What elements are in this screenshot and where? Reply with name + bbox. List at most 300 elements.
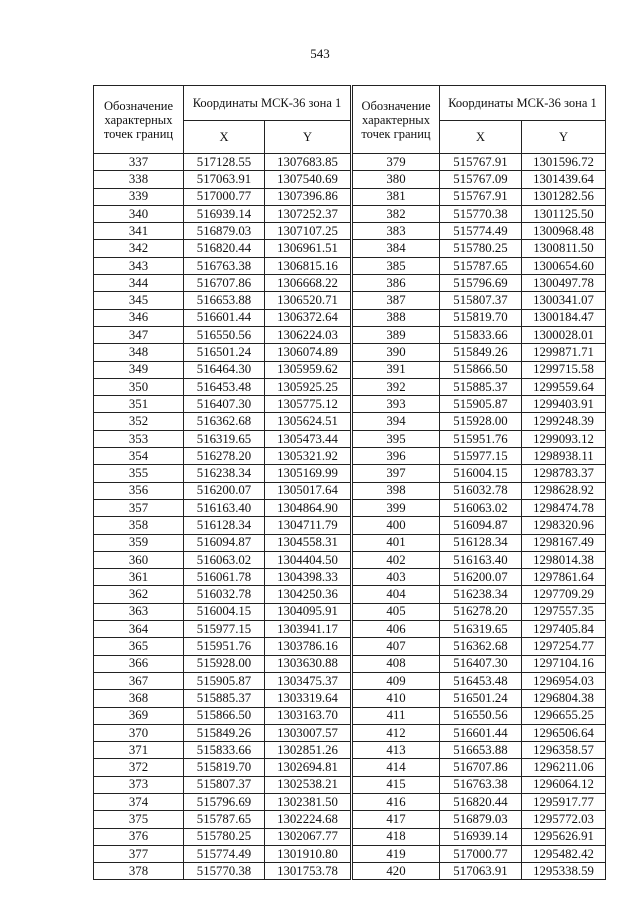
point-id-cell: 351: [94, 396, 184, 413]
point-id-cell: 376: [94, 828, 184, 845]
point-id-cell: 387: [353, 292, 440, 309]
x-cell: 515833.66: [184, 742, 265, 759]
y-cell: 1306372.64: [265, 309, 351, 326]
table-row: [94, 517, 351, 534]
point-id-cell: 343: [94, 257, 184, 274]
y-cell: 1307683.85: [265, 154, 351, 171]
point-id-cell: 412: [353, 724, 440, 741]
y-cell: 1304404.50: [265, 551, 351, 568]
point-id-cell: 353: [94, 430, 184, 447]
y-header: Y: [265, 121, 351, 154]
y-cell: 1298014.38: [522, 551, 606, 568]
x-cell: 515819.70: [440, 309, 522, 326]
x-cell: 515780.25: [184, 828, 265, 845]
point-id-cell: 402: [353, 551, 440, 568]
table-row: [353, 292, 606, 309]
x-cell: 516820.44: [184, 240, 265, 257]
x-cell: 517000.77: [440, 845, 522, 862]
point-id-cell: 379: [353, 154, 440, 171]
table-row: [353, 240, 606, 257]
table-row: [353, 845, 606, 862]
point-id-cell: 352: [94, 413, 184, 430]
y-cell: 1304558.31: [265, 534, 351, 551]
y-cell: 1299871.71: [522, 344, 606, 361]
point-id-cell: 409: [353, 672, 440, 689]
table-row: [94, 672, 351, 689]
y-cell: 1306815.16: [265, 257, 351, 274]
table-row: [94, 759, 351, 776]
table-row: [94, 154, 351, 171]
table-row: [94, 378, 351, 395]
point-id-cell: 389: [353, 326, 440, 343]
table-row: [94, 326, 351, 343]
point-id-cell: 342: [94, 240, 184, 257]
point-id-cell: 337: [94, 154, 184, 171]
y-cell: 1305775.12: [265, 396, 351, 413]
point-id-cell: 356: [94, 482, 184, 499]
x-cell: 516407.30: [184, 396, 265, 413]
x-cell: 516501.24: [184, 344, 265, 361]
point-id-cell: 338: [94, 171, 184, 188]
x-cell: 515774.49: [184, 845, 265, 862]
point-id-cell: 359: [94, 534, 184, 551]
table-row: [94, 776, 351, 793]
table-row: [353, 448, 606, 465]
coordinates-table-right: [352, 85, 606, 880]
y-cell: 1302224.68: [265, 811, 351, 828]
y-cell: 1296211.06: [522, 759, 606, 776]
x-cell: 516128.34: [440, 534, 522, 551]
point-id-cell: 417: [353, 811, 440, 828]
point-id-cell: 393: [353, 396, 440, 413]
point-id-cell: 360: [94, 551, 184, 568]
table-row: [94, 482, 351, 499]
x-cell: 515849.26: [440, 344, 522, 361]
point-id-cell: 392: [353, 378, 440, 395]
table-row: [94, 551, 351, 568]
x-cell: 516653.88: [184, 292, 265, 309]
table-row: [353, 275, 606, 292]
x-cell: 516004.15: [184, 603, 265, 620]
table-row: [353, 863, 606, 880]
x-cell: 516063.02: [184, 551, 265, 568]
y-cell: 1302694.81: [265, 759, 351, 776]
table-row: [94, 638, 351, 655]
table-row: [353, 828, 606, 845]
x-cell: 516200.07: [440, 569, 522, 586]
table-row: [353, 707, 606, 724]
table-row: [353, 378, 606, 395]
x-cell: 516061.78: [184, 569, 265, 586]
table-row: [353, 569, 606, 586]
point-id-cell: 349: [94, 361, 184, 378]
x-cell: 515770.38: [184, 863, 265, 880]
table-row: [94, 257, 351, 274]
table-row: [353, 742, 606, 759]
y-cell: 1299248.39: [522, 413, 606, 430]
y-cell: 1307107.25: [265, 223, 351, 240]
table-row: [353, 344, 606, 361]
y-cell: 1298628.92: [522, 482, 606, 499]
coordinates-table-left: [93, 85, 351, 880]
table-row: [353, 690, 606, 707]
point-id-cell: 390: [353, 344, 440, 361]
table-row: [353, 223, 606, 240]
y-cell: 1302067.77: [265, 828, 351, 845]
x-cell: 515951.76: [184, 638, 265, 655]
y-cell: 1307252.37: [265, 205, 351, 222]
table-row: [353, 551, 606, 568]
x-cell: 516453.48: [440, 672, 522, 689]
x-cell: 516128.34: [184, 517, 265, 534]
y-cell: 1296358.57: [522, 742, 606, 759]
point-id-cell: 408: [353, 655, 440, 672]
point-id-cell: 357: [94, 499, 184, 516]
x-cell: 516063.02: [440, 499, 522, 516]
x-cell: 516501.24: [440, 690, 522, 707]
x-cell: 515833.66: [440, 326, 522, 343]
point-id-cell: 394: [353, 413, 440, 430]
x-cell: 516707.86: [440, 759, 522, 776]
table-row: [353, 621, 606, 638]
y-cell: 1306961.51: [265, 240, 351, 257]
point-id-cell: 364: [94, 621, 184, 638]
y-cell: 1304398.33: [265, 569, 351, 586]
point-id-cell: 365: [94, 638, 184, 655]
table-row: [353, 482, 606, 499]
point-id-cell: 340: [94, 205, 184, 222]
y-cell: 1301125.50: [522, 205, 606, 222]
x-cell: 515767.91: [440, 188, 522, 205]
table-row: [94, 863, 351, 880]
point-id-cell: 410: [353, 690, 440, 707]
table-row: [353, 326, 606, 343]
x-cell: 516319.65: [440, 621, 522, 638]
coords-header: Координаты МСК-36 зона 1: [184, 86, 351, 121]
y-cell: 1301439.64: [522, 171, 606, 188]
point-id-cell: 367: [94, 672, 184, 689]
point-id-cell: 414: [353, 759, 440, 776]
point-id-cell: 403: [353, 569, 440, 586]
table-row: [94, 413, 351, 430]
point-id-cell: 382: [353, 205, 440, 222]
table-row: [94, 742, 351, 759]
x-cell: 516319.65: [184, 430, 265, 447]
y-cell: 1306074.89: [265, 344, 351, 361]
table-row: [94, 586, 351, 603]
x-cell: 516200.07: [184, 482, 265, 499]
y-cell: 1304250.36: [265, 586, 351, 603]
point-id-cell: 413: [353, 742, 440, 759]
x-cell: 515787.65: [184, 811, 265, 828]
y-cell: 1296954.03: [522, 672, 606, 689]
table-row: [353, 534, 606, 551]
point-id-cell: 378: [94, 863, 184, 880]
table-row: [94, 828, 351, 845]
x-cell: 515774.49: [440, 223, 522, 240]
x-cell: 516939.14: [184, 205, 265, 222]
table-row: [353, 396, 606, 413]
table-row: [353, 793, 606, 810]
y-cell: 1303475.37: [265, 672, 351, 689]
y-cell: 1298320.96: [522, 517, 606, 534]
table-row: [94, 223, 351, 240]
table-row: [353, 171, 606, 188]
y-cell: 1300968.48: [522, 223, 606, 240]
point-id-cell: 371: [94, 742, 184, 759]
table-row: [94, 465, 351, 482]
point-id-cell: 404: [353, 586, 440, 603]
point-id-cell: 406: [353, 621, 440, 638]
y-cell: 1306520.71: [265, 292, 351, 309]
point-id-cell: 355: [94, 465, 184, 482]
x-cell: 516407.30: [440, 655, 522, 672]
table-row: [353, 188, 606, 205]
table-row: [353, 499, 606, 516]
y-cell: 1298474.78: [522, 499, 606, 516]
table-row: [353, 759, 606, 776]
point-id-cell: 400: [353, 517, 440, 534]
y-cell: 1297709.29: [522, 586, 606, 603]
table-row: [94, 292, 351, 309]
x-cell: 516362.68: [440, 638, 522, 655]
x-cell: 516238.34: [440, 586, 522, 603]
x-cell: 516453.48: [184, 378, 265, 395]
point-id-cell: 347: [94, 326, 184, 343]
table-row: [353, 205, 606, 222]
x-cell: 515905.87: [440, 396, 522, 413]
x-cell: 515807.37: [184, 776, 265, 793]
point-id-cell: 420: [353, 863, 440, 880]
x-cell: 515866.50: [184, 707, 265, 724]
point-id-cell: 358: [94, 517, 184, 534]
table-row: [94, 205, 351, 222]
y-cell: 1305169.99: [265, 465, 351, 482]
x-cell: 517063.91: [440, 863, 522, 880]
y-cell: 1303007.57: [265, 724, 351, 741]
point-id-cell: 372: [94, 759, 184, 776]
x-cell: 515767.91: [440, 154, 522, 171]
x-cell: 516879.03: [440, 811, 522, 828]
table-row: [353, 361, 606, 378]
y-cell: 1302381.50: [265, 793, 351, 810]
x-cell: 515928.00: [440, 413, 522, 430]
y-cell: 1307540.69: [265, 171, 351, 188]
y-cell: 1302538.21: [265, 776, 351, 793]
table-row: [94, 845, 351, 862]
page-number: 543: [310, 46, 330, 61]
table-row: [353, 257, 606, 274]
table-row: [353, 724, 606, 741]
point-id-cell: 354: [94, 448, 184, 465]
y-cell: 1305925.25: [265, 378, 351, 395]
table-row: [353, 811, 606, 828]
point-id-cell: 391: [353, 361, 440, 378]
x-cell: 515819.70: [184, 759, 265, 776]
point-id-cell: 399: [353, 499, 440, 516]
table-row: [353, 638, 606, 655]
point-id-cell: 415: [353, 776, 440, 793]
y-cell: 1304095.91: [265, 603, 351, 620]
point-id-cell: 419: [353, 845, 440, 862]
x-header: X: [440, 121, 522, 154]
table-row: [353, 776, 606, 793]
x-cell: 515977.15: [184, 621, 265, 638]
table-body-right: [353, 154, 606, 880]
table-row: [94, 621, 351, 638]
x-cell: 516707.86: [184, 275, 265, 292]
point-id-cell: 345: [94, 292, 184, 309]
y-cell: 1297405.84: [522, 621, 606, 638]
table-body-left: [94, 154, 351, 880]
point-id-cell: 368: [94, 690, 184, 707]
y-cell: 1297254.77: [522, 638, 606, 655]
table-row: [94, 430, 351, 447]
point-id-cell: 366: [94, 655, 184, 672]
point-id-cell: 411: [353, 707, 440, 724]
point-id-cell: 341: [94, 223, 184, 240]
x-cell: 516362.68: [184, 413, 265, 430]
y-cell: 1300184.47: [522, 309, 606, 326]
x-cell: 515905.87: [184, 672, 265, 689]
table-row: [94, 569, 351, 586]
table-row: [353, 309, 606, 326]
y-cell: 1298783.37: [522, 465, 606, 482]
y-cell: 1299403.91: [522, 396, 606, 413]
y-header: Y: [522, 121, 606, 154]
x-cell: 516238.34: [184, 465, 265, 482]
x-cell: 515780.25: [440, 240, 522, 257]
x-cell: 516879.03: [184, 223, 265, 240]
x-cell: 516163.40: [184, 499, 265, 516]
table-row: [353, 465, 606, 482]
y-cell: 1297557.35: [522, 603, 606, 620]
y-cell: 1297104.16: [522, 655, 606, 672]
table-row: [353, 413, 606, 430]
x-cell: 515928.00: [184, 655, 265, 672]
x-cell: 516939.14: [440, 828, 522, 845]
table-row: [94, 344, 351, 361]
table-row: [353, 603, 606, 620]
x-cell: 515770.38: [440, 205, 522, 222]
x-cell: 517128.55: [184, 154, 265, 171]
x-cell: 515796.69: [440, 275, 522, 292]
table-row: [94, 724, 351, 741]
y-cell: 1304864.90: [265, 499, 351, 516]
x-cell: 516032.78: [184, 586, 265, 603]
point-id-cell: 369: [94, 707, 184, 724]
y-cell: 1301596.72: [522, 154, 606, 171]
x-cell: 516550.56: [184, 326, 265, 343]
point-id-cell: 418: [353, 828, 440, 845]
x-cell: 517000.77: [184, 188, 265, 205]
x-cell: 515787.65: [440, 257, 522, 274]
x-cell: 516550.56: [440, 707, 522, 724]
y-cell: 1304711.79: [265, 517, 351, 534]
y-cell: 1301910.80: [265, 845, 351, 862]
point-id-cell: 380: [353, 171, 440, 188]
y-cell: 1295626.91: [522, 828, 606, 845]
point-id-cell: 385: [353, 257, 440, 274]
x-cell: 516464.30: [184, 361, 265, 378]
y-cell: 1305959.62: [265, 361, 351, 378]
table-row: [94, 603, 351, 620]
x-cell: 516601.44: [184, 309, 265, 326]
table-row: [94, 361, 351, 378]
table-row: [353, 655, 606, 672]
table-row: [94, 499, 351, 516]
y-cell: 1303941.17: [265, 621, 351, 638]
y-cell: 1301753.78: [265, 863, 351, 880]
designation-header: Обозначение характерных точек границ: [94, 86, 184, 154]
x-cell: 515951.76: [440, 430, 522, 447]
y-cell: 1296506.64: [522, 724, 606, 741]
y-cell: 1303786.16: [265, 638, 351, 655]
table-row: [94, 309, 351, 326]
x-cell: 515885.37: [440, 378, 522, 395]
y-cell: 1303319.64: [265, 690, 351, 707]
point-id-cell: 401: [353, 534, 440, 551]
table-row: [94, 275, 351, 292]
table-row: [353, 586, 606, 603]
point-id-cell: 362: [94, 586, 184, 603]
table-row: [94, 690, 351, 707]
point-id-cell: 344: [94, 275, 184, 292]
y-cell: 1303163.70: [265, 707, 351, 724]
point-id-cell: 397: [353, 465, 440, 482]
point-id-cell: 373: [94, 776, 184, 793]
y-cell: 1296064.12: [522, 776, 606, 793]
point-id-cell: 386: [353, 275, 440, 292]
y-cell: 1306668.22: [265, 275, 351, 292]
y-cell: 1296804.38: [522, 690, 606, 707]
table-row: [353, 154, 606, 171]
y-cell: 1298167.49: [522, 534, 606, 551]
x-cell: 516278.20: [184, 448, 265, 465]
x-cell: 516653.88: [440, 742, 522, 759]
x-cell: 516163.40: [440, 551, 522, 568]
y-cell: 1297861.64: [522, 569, 606, 586]
x-cell: 515796.69: [184, 793, 265, 810]
point-id-cell: 383: [353, 223, 440, 240]
point-id-cell: 361: [94, 569, 184, 586]
table-row: [353, 517, 606, 534]
point-id-cell: 346: [94, 309, 184, 326]
y-cell: 1296655.25: [522, 707, 606, 724]
x-cell: 515807.37: [440, 292, 522, 309]
x-cell: 515849.26: [184, 724, 265, 741]
table-row: [94, 396, 351, 413]
table-row: [94, 707, 351, 724]
y-cell: 1300811.50: [522, 240, 606, 257]
coords-header: Координаты МСК-36 зона 1: [440, 86, 606, 121]
table-row: [353, 672, 606, 689]
point-id-cell: 377: [94, 845, 184, 862]
y-cell: 1300654.60: [522, 257, 606, 274]
y-cell: 1307396.86: [265, 188, 351, 205]
point-id-cell: 416: [353, 793, 440, 810]
point-id-cell: 350: [94, 378, 184, 395]
x-cell: 515866.50: [440, 361, 522, 378]
x-cell: 516094.87: [440, 517, 522, 534]
table-row: [353, 430, 606, 447]
x-cell: 515977.15: [440, 448, 522, 465]
x-cell: 516763.38: [440, 776, 522, 793]
point-id-cell: 395: [353, 430, 440, 447]
point-id-cell: 370: [94, 724, 184, 741]
point-id-cell: 384: [353, 240, 440, 257]
point-id-cell: 363: [94, 603, 184, 620]
